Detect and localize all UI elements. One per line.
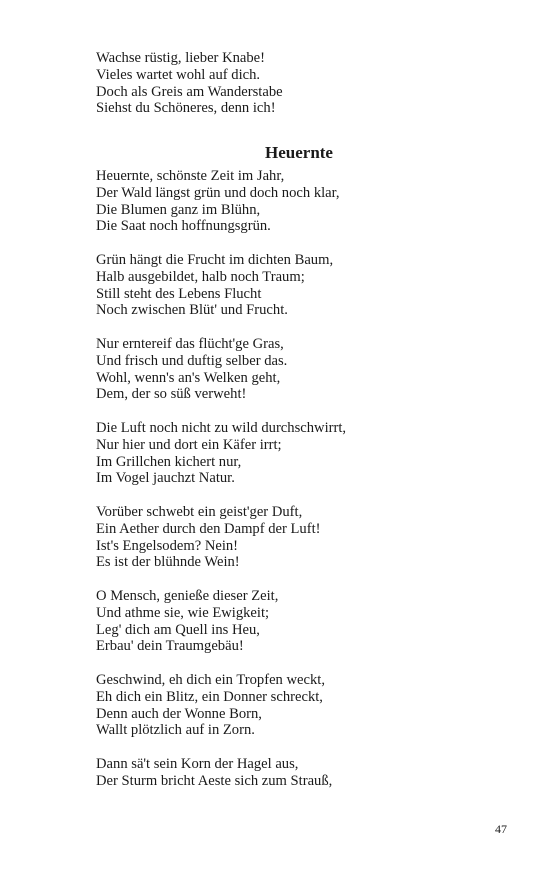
poem-line: Der Wald längst grün und doch noch klar, (96, 184, 340, 201)
stanza-7 (96, 672, 496, 739)
poem-line: Wohl, wenn's an's Welken geht, (96, 369, 281, 386)
stanza-6 (96, 588, 496, 655)
poem-line: O Mensch, genieße dieser Zeit, (96, 588, 279, 604)
stanza-8 (96, 756, 496, 790)
poem-line: Die Saat noch hoffnungsgrün. (96, 218, 271, 235)
poem-line: Dem, der so süß verweht! (96, 386, 247, 403)
poem-line: Wallt plötzlich auf in Zorn. (96, 722, 255, 739)
poem-line: Leg' dich am Quell ins Heu, (96, 621, 260, 638)
stanza-3 (96, 336, 496, 403)
poem-line: Dann sä't sein Korn der Hagel aus, (96, 756, 299, 772)
poem-title: Heuernte (265, 143, 333, 162)
poem-line: Wachse rüstig, lieber Knabe! (96, 50, 266, 66)
poem-line: Doch als Greis am Wanderstabe (96, 83, 283, 100)
poem-line: Es ist der blühnde Wein! (96, 554, 240, 571)
poem-line: Ein Aether durch den Dampf der Luft! (96, 520, 321, 537)
poem-line: Eh dich ein Blitz, ein Donner schreckt, (96, 688, 323, 705)
poem-line: Halb ausgebildet, halb noch Traum; (96, 268, 305, 285)
poem-line: Nur hier und dort ein Käfer irrt; (96, 436, 282, 453)
stanza-4 (96, 420, 496, 487)
poem-line: Heuernte, schönste Zeit im Jahr, (96, 168, 285, 184)
poem-line: Siehst du Schöneres, denn ich! (96, 100, 276, 117)
stanza-1 (96, 168, 496, 235)
poem-line: Der Sturm bricht Aeste sich zum Strauß, (96, 772, 333, 789)
poem-line: Geschwind, eh dich ein Tropfen weckt, (96, 672, 325, 688)
stanza-5 (96, 504, 496, 571)
poem-line: Denn auch der Wonne Born, (96, 705, 262, 722)
poem-line: Nur erntereif das flücht'ge Gras, (96, 336, 284, 352)
poem-line: Im Grillchen kichert nur, (96, 453, 242, 470)
poem-line: Die Blumen ganz im Blühn, (96, 201, 261, 218)
opening-stanza (96, 50, 496, 117)
poem-line: Still steht des Lebens Flucht (96, 285, 262, 302)
poem-line: Erbau' dein Traumgebäu! (96, 638, 244, 655)
poem-line: Vorüber schwebt ein geist'ger Duft, (96, 504, 303, 520)
poem-line: Und frisch und duftig selber das. (96, 352, 288, 369)
poem-line: Die Luft noch nicht zu wild durchschwirrt, (96, 420, 347, 436)
poem-line: Im Vogel jauchzt Natur. (96, 470, 235, 487)
poem-line: Vieles wartet wohl auf dich. (96, 66, 261, 83)
poem-line: Noch zwischen Blüt' und Frucht. (96, 302, 288, 319)
poem-line: Grün hängt die Frucht im dichten Baum, (96, 252, 334, 268)
poem-line: Und athme sie, wie Ewigkeit; (96, 604, 270, 621)
page-number: 47 (495, 822, 507, 836)
poem-line: Ist's Engelsodem? Nein! (96, 537, 239, 554)
stanza-2 (96, 252, 496, 319)
